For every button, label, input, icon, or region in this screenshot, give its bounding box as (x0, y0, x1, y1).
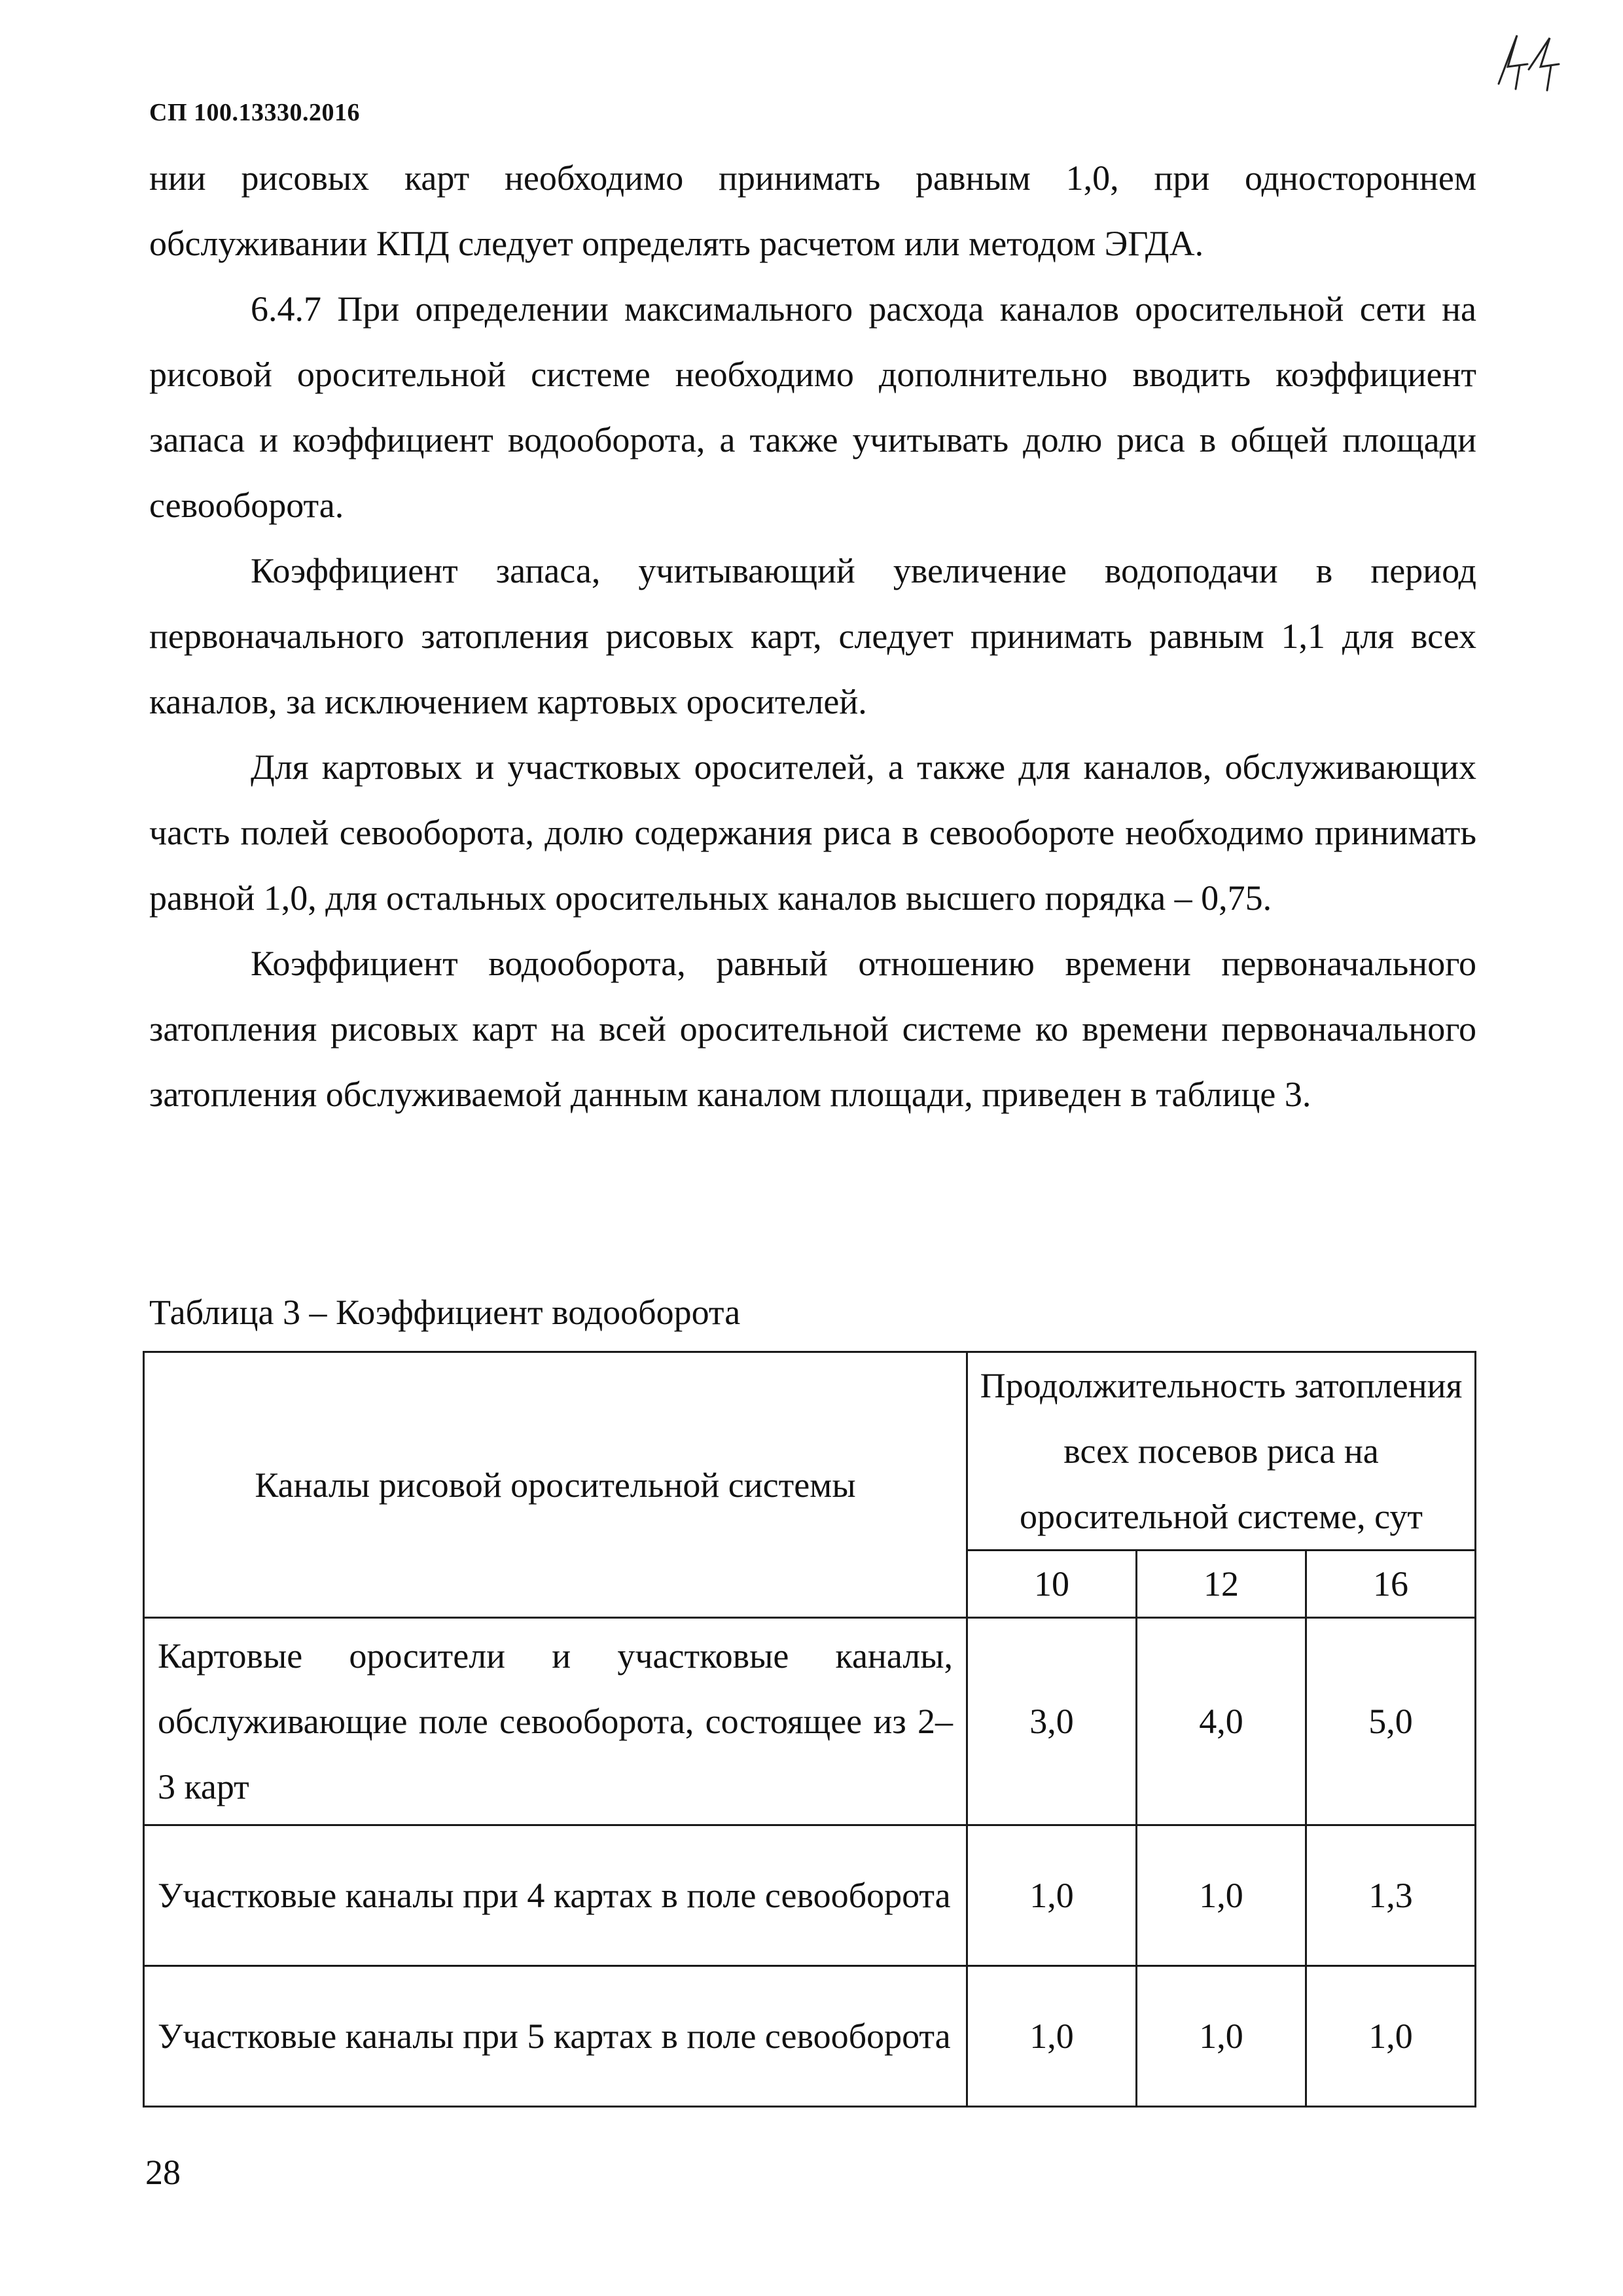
table-cell: 1,0 (967, 1966, 1137, 2107)
document-code: СП 100.13330.2016 (149, 99, 360, 126)
table-row (144, 1825, 1476, 1966)
table-cell: 1,0 (1137, 1966, 1306, 2107)
paragraph-continuation: нии рисовых карт необходимо принимать равным 1,0, при одностороннем обслуживании КПД следует определять расчетом или методом ЭГДА. (149, 158, 1476, 263)
table-cell: 5,0 (1306, 1618, 1476, 1825)
table-cell: 1,0 (1306, 1966, 1476, 2107)
table-cell: 3,0 (967, 1618, 1137, 1825)
handwritten-page-number (1486, 26, 1571, 98)
paragraph-rice-share: Для картовых и участковых оросителей, а также для каналов, обслуживающих часть полей севооборота, долю содержания риса в севообороте необходимо принимать равной 1,0, для остальных оросительных каналов высшего порядка – 0,75. (149, 747, 1476, 918)
rotation-coefficient-table (143, 1351, 1476, 2108)
row-label: Картовые оросители и участковые каналы, обслуживающие поле севооборота, состоящее из 2–3 карт (144, 1618, 967, 1825)
header-flooding-duration: Продолжительность затопления всех посевов риса на оросительной системе, сут (967, 1352, 1476, 1551)
duration-16: 16 (1306, 1551, 1476, 1618)
duration-12: 12 (1137, 1551, 1306, 1618)
table-cell: 1,0 (1137, 1825, 1306, 1966)
table-cell: 1,0 (967, 1825, 1137, 1966)
duration-10: 10 (967, 1551, 1137, 1618)
paragraph-6-4-7: 6.4.7 При определении максимального расхода каналов оросительной сети на рисовой оросительной системе необходимо дополнительно вводить коэффициент запаса и коэффициент водооборота, а также учитывать долю риса в общей площади севооборота. (149, 289, 1476, 525)
paragraph-reserve-coefficient: Коэффициент запаса, учитывающий увеличение водоподачи в период первоначального затопления рисовых карт, следует принимать равным 1,1 для всех каналов, за исключением картовых оросителей. (149, 551, 1476, 721)
table-cell: 1,3 (1306, 1825, 1476, 1966)
page-number: 28 (145, 2153, 181, 2192)
table-caption: Таблица 3 – Коэффициент водооборота (149, 1293, 741, 1332)
table-row (144, 1618, 1476, 1825)
row-label: Участковые каналы при 4 картах в поле севооборота (144, 1825, 967, 1966)
table-header-row (144, 1352, 1476, 1551)
table-row (144, 1966, 1476, 2107)
table-cell: 4,0 (1137, 1618, 1306, 1825)
body-text (149, 145, 1476, 1127)
row-label: Участковые каналы при 5 картах в поле севооборота (144, 1966, 967, 2107)
paragraph-rotation-coefficient: Коэффициент водооборота, равный отношению времени первоначального затопления рисовых карт на всей оросительной системе ко времени первоначального затопления обслуживаемой данным каналом площади, приведен в таблице 3. (149, 944, 1476, 1114)
header-channels: Каналы рисовой оросительной системы (144, 1352, 967, 1618)
